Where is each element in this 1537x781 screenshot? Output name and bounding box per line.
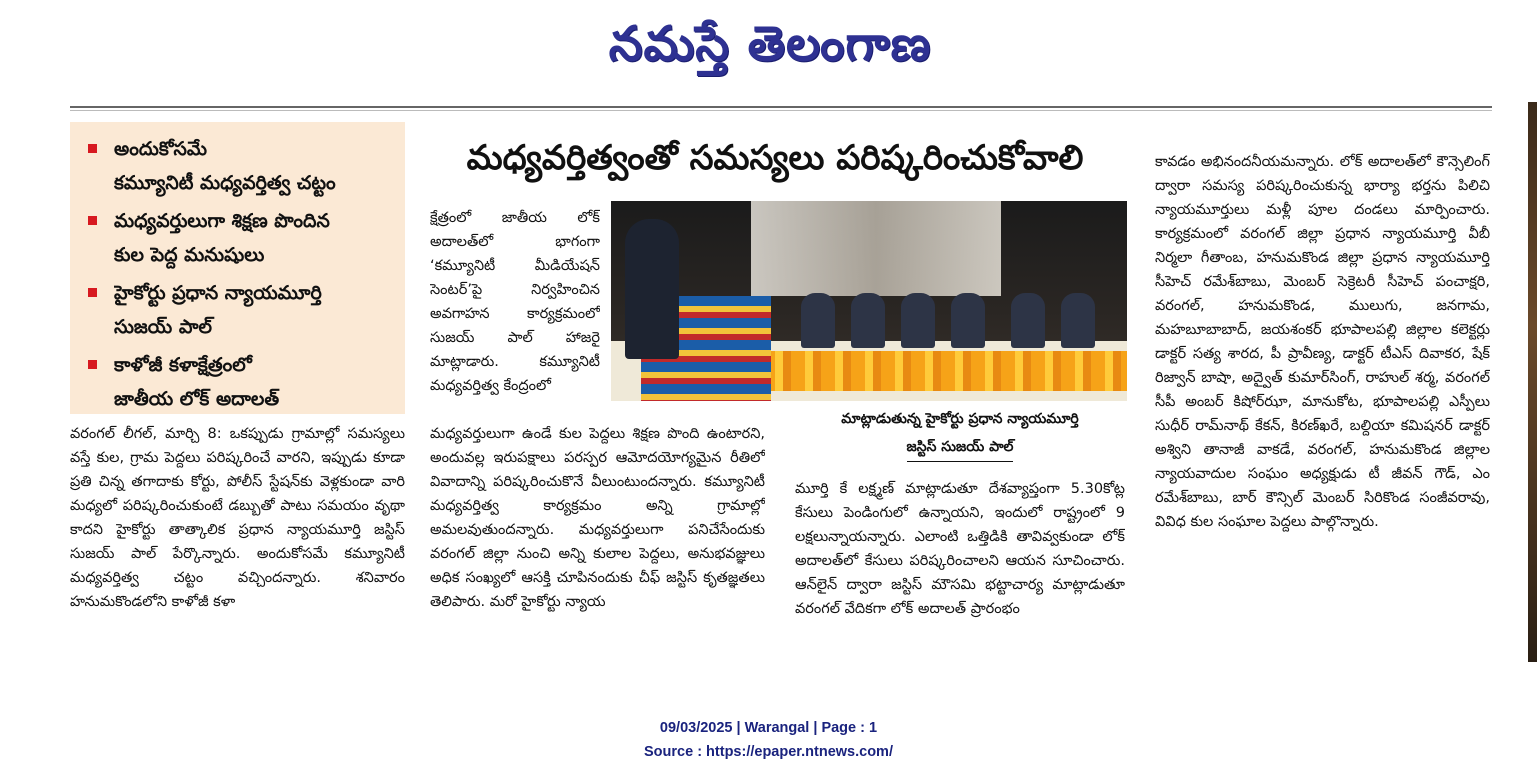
photo-backdrop-screen bbox=[751, 201, 1001, 296]
photo-caption bbox=[795, 405, 1125, 462]
photo-speaker-figure bbox=[625, 219, 679, 359]
article-paragraph: మూర్తి కే లక్ష్మణ్ మాట్లాడుతూ దేశవ్యాప్తంగా 5.30కోట్ల కేసులు పెండింగులో ఉన్నాయని, ఇందులో రాష్ట్రంలో 9 లక్షలున్నాయన్నారు. ఎలాంటి ఒత్తిడికి తావివ్వకుండా లోక్ అదాలత్‌లో కేసులు పరిష్కరించాలని ఆయన సూచించారు. ఆన్‌లైన్ ద్వారా జస్టిస్ మౌసమి భట్టాచార్య మాట్లాడుతూ వరంగల్ వేదికగా లోక్ అదాలత్ ప్రారంభం bbox=[795, 481, 1125, 617]
highlight-item bbox=[88, 276, 395, 344]
bullet-square-icon bbox=[88, 216, 97, 225]
highlight-line: మధ్యవర్తులుగా శిక్షణ పొందిన bbox=[114, 210, 330, 232]
footer-date-edition: 09/03/2025 | Warangal | Page : 1 bbox=[659, 720, 878, 736]
highlight-line: కాళోజీ కళాక్షేత్రంలో bbox=[114, 354, 252, 376]
article-column-1 bbox=[70, 422, 405, 678]
photo-seated-figure bbox=[1061, 293, 1095, 348]
article-paragraph: మధ్యవర్తులుగా ఉండే కుల పెద్దలు శిక్షణ పొంది ఉంటారని, అందువల్ల ఇరుపక్షాలు పరస్పర ఆమోదయోగ్యమైన రీతిలో వివాదాన్ని పరిష్కరించుకొనే వీలుంటుందన్నారు. కమ్యూనిటీ మధ్యవర్తిత్వ కార్యక్రమం అన్ని గ్రామాల్లో అమలవుతుందన్నారు. మధ్యవర్తులుగా పనిచేసేందుకు వరంగల్ జిల్లా నుంచి అన్ని కులాల పెద్దలు, అనుభవజ్ఞులు అధిక సంఖ్యలో ఆసక్తి చూపినందుకు చీఫ్ జస్టిస్ కృతజ్ఞతలు తెలిపారు. మరో హైకోర్టు న్యాయ bbox=[430, 426, 765, 610]
bullet-square-icon bbox=[88, 360, 97, 369]
article-column-2-top bbox=[430, 206, 600, 422]
bullet-square-icon bbox=[88, 144, 97, 153]
adjacent-page-edge bbox=[1528, 102, 1537, 662]
footer-source: Source : https://epaper.ntnews.com/ bbox=[644, 744, 893, 760]
caption-line: మాట్లాడుతున్న హైకోర్టు ప్రధాన న్యాయమూర్తి bbox=[841, 411, 1079, 427]
highlight-item bbox=[88, 132, 395, 200]
photo-flower-garland bbox=[761, 351, 1127, 391]
photo-seated-figure bbox=[1011, 293, 1045, 348]
page-footer bbox=[0, 716, 1537, 764]
highlight-item bbox=[88, 348, 395, 416]
masthead-divider-thin bbox=[70, 110, 1492, 111]
highlight-line: అందుకోసమే bbox=[114, 138, 207, 160]
article-paragraph: కావడం అభినందనీయమన్నారు. లోక్ అదాలత్‌లో కౌన్సెలింగ్ ద్వారా సమస్య పరిష్కరించుకున్న భార్యా భర్తను పిలిచి న్యాయమూర్తులు మళ్లీ పూల దండలు మార్పించారు. కార్యక్రమంలో వరంగల్ జిల్లా ప్రధాన న్యాయమూర్తి వీబీ నిర్మలా గీతాంబ, హనుమకొండ జిల్లా ప్రధాన న్యాయమూర్తి సీహెచ్ రమేశ్‌బాబు, మెంబర్ సెక్రెటరీ సీహెచ్ పంచాక్షరి, వరంగల్, హనుమకొండ, ములుగు, జనగామ, మహబూబాబాద్, జయశంకర్ భూపాలపల్లి జిల్లాల కలెక్టర్లు డాక్టర్ సత్య శారద, పీ ప్రావీణ్య, డాక్టర్ టీఎస్ దివాకర, షేక్ రిజ్వాన్ బాషా, అద్వైత్ కుమార్‌సింగ్, రాహుల్ శర్మ, వరంగల్ సీపీ అంబర్ కిషోర్‌ఝా, మానుకోట, భూపాలపల్లి ఎస్పీలు సుధీర్ రామ్‌నాథ్ కేకన్, కిరణ్‌ఖరే, బల్దియా కమిషనర్ డాక్టర్ అశ్విని తానాజీ వాకడే, వరంగల్, హనుమకొండ జిల్లాల న్యాయవాదుల సంఘం అధ్యక్షుడు టీ జీవన్ గౌడ్, ఎం రమేశ్‌బాబు, బార్ కౌన్సిల్ మెంబర్ సిరికొండ సంజీవరావు, వివిధ కుల సంఘాల పెద్దలు పాల్గొన్నారు. bbox=[1155, 154, 1490, 530]
article-paragraph: వరంగల్ లీగల్, మార్చి 8: ఒకప్పుడు గ్రామాల్లో సమస్యలు వస్తే కుల, గ్రామ పెద్దలు పరిష్కరించే వారని, ఇప్పుడు కూడా ప్రతి చిన్న తగాదాకు కోర్టు, పోలీస్ స్టేషన్‌కు వెళ్లకుండా వారి మధ్యలో పరిష్కరించుకుంటే డబ్బుతో పాటు సమయం వృథా కాదని హైకోర్టు తాత్కాలిక ప్రధాన న్యాయమూర్తి జస్టిస్ సుజయ్ పాల్ పేర్కొన్నారు. అందుకోసమే కమ్యూనిటీ మధ్యవర్తిత్వ చట్టం వచ్చిందన్నారు. శనివారం హనుమకొండలోని కాళోజీ కళా bbox=[70, 426, 405, 610]
bullet-square-icon bbox=[88, 288, 97, 297]
photo-seated-figure bbox=[851, 293, 885, 348]
photo-seated-figure bbox=[901, 293, 935, 348]
masthead-title: నమస్తే తెలంగాణ bbox=[608, 16, 932, 72]
highlight-item bbox=[88, 204, 395, 272]
highlight-line: కమ్యూనిటీ మధ్యవర్తిత్వ చట్టం bbox=[114, 172, 336, 194]
article-headline: మధ్యవర్తిత్వంతో సమస్యలు పరిష్కరించుకోవాలి bbox=[466, 138, 1084, 178]
article-column-3 bbox=[795, 477, 1125, 677]
highlight-line: జాతీయ లోక్ అదాలత్ bbox=[114, 388, 280, 410]
photo-seated-figure bbox=[951, 293, 985, 348]
masthead-divider bbox=[70, 106, 1492, 108]
event-photo bbox=[611, 201, 1127, 401]
highlight-line: కుల పెద్ద మనుషులు bbox=[114, 244, 265, 266]
photo-seated-figure bbox=[801, 293, 835, 348]
article-column-4 bbox=[1155, 150, 1490, 678]
highlights-box bbox=[70, 122, 405, 414]
article-column-2 bbox=[430, 422, 765, 678]
caption-line: జస్టిస్ సుజయ్ పాల్ bbox=[907, 433, 1014, 462]
highlight-line: హైకోర్టు ప్రధాన న్యాయమూర్తి bbox=[114, 282, 322, 304]
article-paragraph: క్షేత్రంలో జాతీయ లోక్ అదాలత్‌లో భాగంగా ‘కమ్యూనిటీ మీడియేషన్ సెంటర్’పై నిర్వహించిన అవగాహన కార్యక్రమంలో సుజయ్ పాల్ హాజరై మాట్లాడారు. కమ్యూనిటీ మధ్యవర్తిత్వ కేంద్రంలో bbox=[430, 210, 600, 394]
highlight-line: సుజయ్ పాల్ bbox=[114, 316, 212, 338]
